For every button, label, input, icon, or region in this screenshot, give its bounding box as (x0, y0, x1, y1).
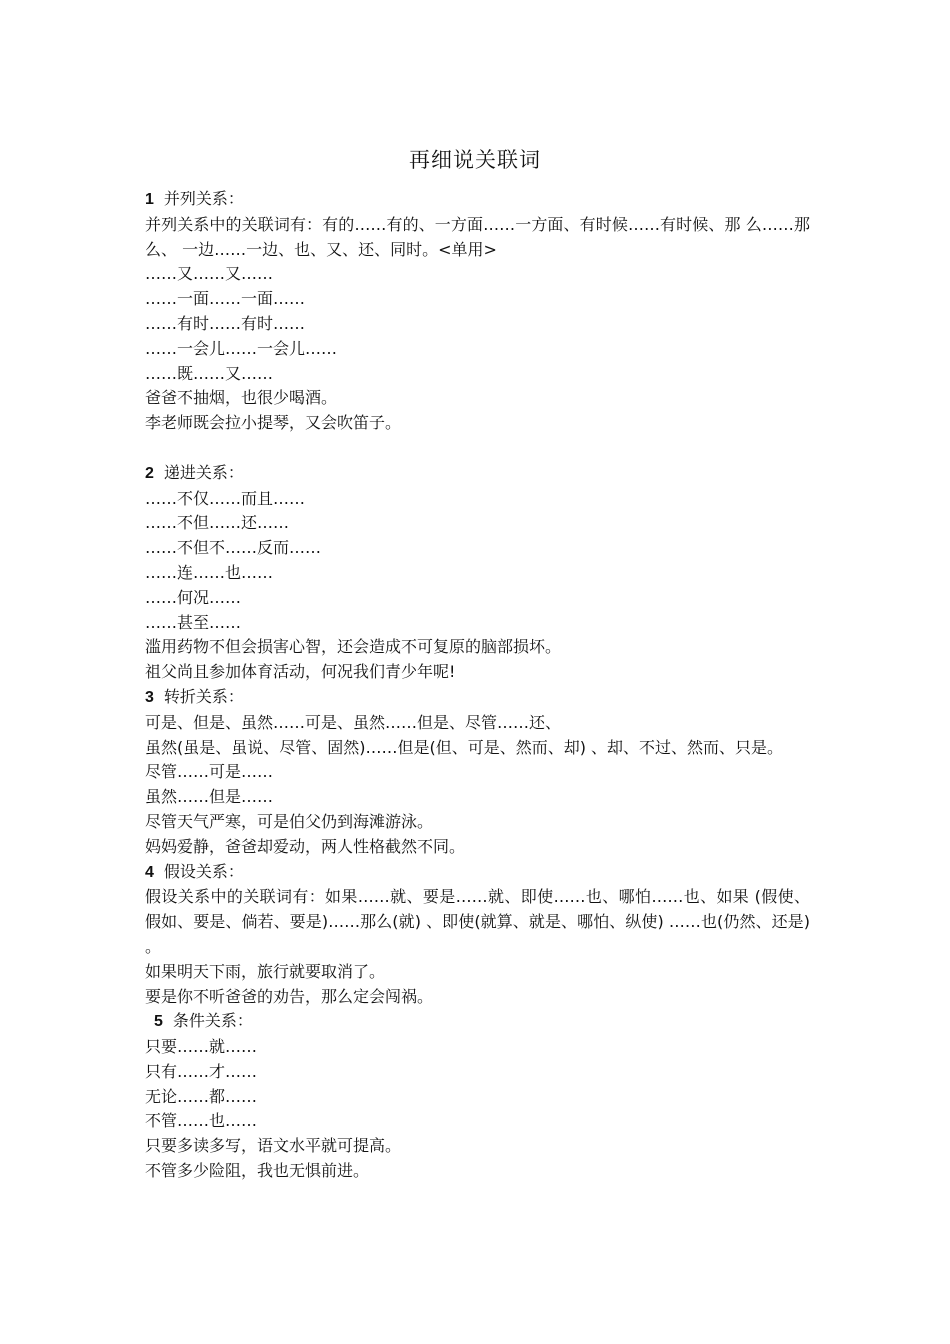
example-sentence: 妈妈爱静，爸爸却爱动，两人性格截然不同。 (145, 836, 466, 856)
example-sentence: 如果明天下雨，旅行就要取消了。 (145, 961, 386, 981)
section-number: 5 (154, 1013, 163, 1031)
section-intro: 并列关系中的关联词有：有的……有的、一方面……一方面、有时候……有时候、那 么……那么、 一边……一边、也、又、还、同时。<单用> (145, 214, 810, 259)
example-sentence: 滥用药物不但会损害心智，还会造成不可复原的脑部损坏。 (145, 637, 562, 657)
pattern-line: 只要……就…… (145, 1037, 258, 1057)
section-number: 3 (145, 688, 154, 706)
example-sentence: 不管多少险阻，我也无惧前进。 (145, 1161, 370, 1181)
example-sentence: 只要多读多写，语文水平就可提高。 (145, 1136, 402, 1156)
section-title: 条件关系： (172, 1011, 253, 1031)
section-heading-1 (145, 187, 810, 213)
section-intro: 可是、但是、虽然……可是、虽然……但是、尽管……还、 (145, 712, 562, 732)
pattern-line: ……甚至…… (145, 612, 242, 632)
example-sentence: 要是你不听爸爸的劝告，那么定会闯祸。 (145, 986, 434, 1006)
document-body (145, 187, 810, 1184)
pattern-line: 不管……也…… (145, 1111, 258, 1131)
pattern-line: 无论……都…… (145, 1086, 258, 1106)
section-number: 1 (145, 191, 154, 208)
example-sentence: 祖父尚且参加体育活动，何况我们青少年呢! (145, 662, 456, 682)
pattern-line: ……一面……一面…… (145, 289, 306, 309)
example-sentence: 爸爸不抽烟，也很少喝酒。 (145, 388, 338, 408)
section-title: 转折关系： (163, 686, 244, 706)
pattern-line: ……连……也…… (145, 562, 274, 582)
pattern-line: 尽管……可是…… (145, 762, 274, 782)
pattern-line: ……又……又…… (145, 264, 274, 284)
section-heading-3 (145, 685, 810, 711)
example-sentence: 李老师既会拉小提琴，又会吹笛子。 (145, 413, 402, 433)
pattern-line: ……不仅……而且…… (145, 488, 306, 508)
pattern-line: 虽然……但是…… (145, 787, 274, 807)
blank-line (145, 436, 810, 461)
page-title: 再细说关联词 (409, 148, 541, 172)
section-heading-5 (145, 1009, 810, 1035)
section-title: 并列关系： (163, 189, 244, 208)
section-heading-4 (145, 860, 810, 886)
section-number: 4 (145, 863, 154, 881)
section-intro: 假设关系中的关联词有：如果……就、要是……就、即使……也、哪怕……也、如果 (假使、假如、要是、倘若、要是)……那么(就) 、即使(就算、就是、哪怕、纵使) ……也(仍然、还是) 。 (145, 887, 810, 956)
pattern-line: ……不但……还…… (145, 513, 290, 533)
pattern-line: ……不但不……反而…… (145, 538, 322, 558)
section-heading-2 (145, 461, 810, 487)
pattern-line: ……一会儿……一会儿…… (145, 338, 338, 358)
example-sentence: 尽管天气严寒，可是伯父仍到海滩游泳。 (145, 811, 434, 831)
pattern-line: 只有……才…… (145, 1061, 258, 1081)
section-intro: 虽然(虽是、虽说、尽管、固然)……但是(但、可是、然而、却) 、却、不过、然而、只是。 (145, 737, 784, 757)
pattern-line: ……何况…… (145, 587, 242, 607)
pattern-line: ……既……又…… (145, 363, 274, 383)
section-title: 假设关系： (163, 861, 244, 881)
section-title: 递进关系： (163, 462, 244, 482)
pattern-line: ……有时……有时…… (145, 313, 306, 333)
section-number: 2 (145, 464, 154, 482)
